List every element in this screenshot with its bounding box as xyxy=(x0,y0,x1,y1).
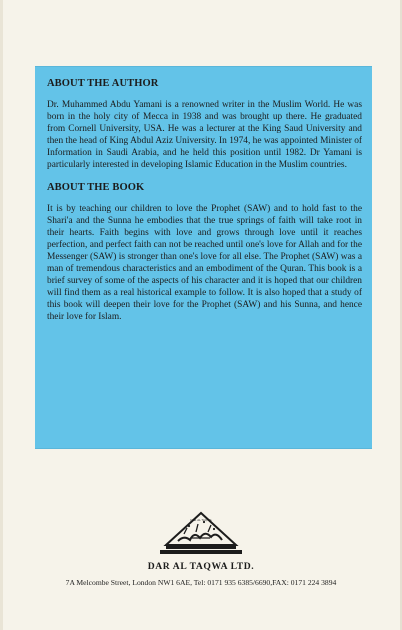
publisher-address: 7A Melcombe Street, London NW1 6AE, Tel: 0171 935 6385/6690,FAX: 0171 224 3894 xyxy=(65,578,337,587)
logo-lettering: DAR AL TAQWA xyxy=(190,518,212,522)
about-book-text: It is by teaching our children to love the Prophet (SAW) and to hold fast to the Shari'a and the Sunna he embodies that the true springs of faith will take root in their hearts. Faith begins with love and grows through love until it reaches perfection, and perfect faith can not be reached until one's love for Allah and for the Messenger (SAW) is stronger than one's love for all else. The Prophet (SAW) was a man of tremendous characteristics and an embodiment of the Quran. This book is a brief survey of some of the aspects of his character and it is hoped that our children will find them as a real historical example to follow. It is also hoped that a study of this book will deepen their love for the Prophet (SAW) and his Sunna, and hence their love for Islam. xyxy=(47,203,362,323)
blurb-panel xyxy=(35,66,372,449)
publisher-logo xyxy=(156,510,246,556)
publisher-name: DAR AL TAQWA LTD. xyxy=(147,561,255,572)
about-book-heading: ABOUT THE BOOK xyxy=(47,181,145,193)
publisher-logo-icon xyxy=(156,510,246,556)
about-author-heading: ABOUT THE AUTHOR xyxy=(47,78,159,89)
about-author-text: Dr. Muhammed Abdu Yamani is a renowned writer in the Muslim World. He was born in the holy city of Mecca in 1938 and was brought up there. He graduated from Cornell University, USA. He was a lecturer at the King Saud University and then the head of King Abdul Aziz University. In 1974, he was appointed Minister of Information in Saudi Arabia, and he held this position until 1982. Dr Yamani is particularly interested in developing Islamic Education in the Muslim countries. xyxy=(47,100,362,171)
